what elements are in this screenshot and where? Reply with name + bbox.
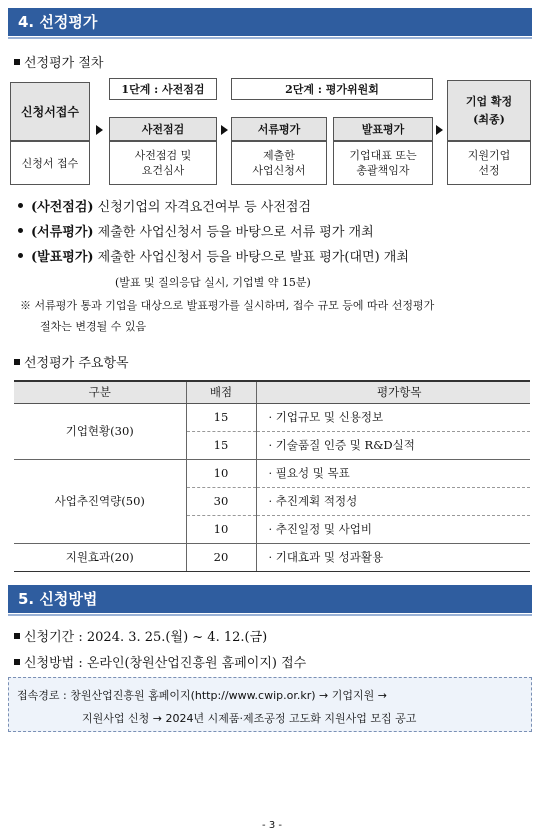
section-4-title: 4. 선정평가 xyxy=(8,8,532,36)
final-desc: 지원기업 선정 xyxy=(447,141,531,185)
bullet-precheck xyxy=(18,196,311,215)
table-row xyxy=(14,543,530,571)
apply-period-text: 신청기간 : 2024. 3. 25.(월) ~ 4. 12.(금) xyxy=(24,630,268,645)
note-line-2: 절차는 변경될 수 있음 xyxy=(40,320,147,333)
header-score: 배점 xyxy=(186,381,256,403)
bullet-key: (발표평가) xyxy=(31,250,94,265)
precheck-desc: 사전점검 및 요건심사 xyxy=(109,141,217,185)
bullet-dot-icon xyxy=(18,228,23,233)
header-category: 구분 xyxy=(14,381,186,403)
apply-period xyxy=(14,626,267,645)
table-header-row xyxy=(14,381,530,403)
bullet-text: 제출한 사업신청서 등을 바탕으로 서류 평가 개최 xyxy=(93,225,374,240)
stage1-label: 1단계 : 사전점검 xyxy=(109,78,217,100)
receipt-title: 신청서접수 xyxy=(10,82,90,141)
page-number: - 3 - xyxy=(262,820,282,831)
section-5-title: 5. 신청방법 xyxy=(8,585,532,613)
item-cell: · 기업규모 및 신용정보 xyxy=(256,403,530,431)
square-bullet-icon xyxy=(14,59,20,65)
item-cell: · 추진계획 적정성 xyxy=(256,487,530,515)
access-route-line-2: 지원사업 신청 → 2024년 시제품·제조공정 고도화 지원사업 모집 공고 xyxy=(82,712,417,725)
receipt-desc: 신청서 접수 xyxy=(10,141,90,185)
arrow-icon xyxy=(221,125,228,135)
group-name: 기업현황(30) xyxy=(14,403,186,459)
score-cell: 10 xyxy=(186,459,256,487)
note-line-1: ※ 서류평가 통과 기업을 대상으로 발표평가를 실시하며, 접수 규모 등에 따라 선정평가 xyxy=(20,299,435,312)
item-cell: · 기술품질 인증 및 R&D실적 xyxy=(256,431,530,459)
score-cell: 30 xyxy=(186,487,256,515)
criteria-heading-text: 선정평가 주요항목 xyxy=(24,356,129,371)
square-bullet-icon xyxy=(14,359,20,365)
criteria-table xyxy=(14,380,530,572)
apply-method-text: 신청방법 : 온라인(창원산업진흥원 홈페이지) 접수 xyxy=(24,656,307,671)
procedure-heading xyxy=(14,52,103,71)
bullet-text: 제출한 사업신청서 등을 바탕으로 발표 평가(대면) 개최 xyxy=(93,250,409,265)
bullet-doc-eval xyxy=(18,221,374,240)
square-bullet-icon xyxy=(14,659,20,665)
arrow-icon xyxy=(96,125,103,135)
square-bullet-icon xyxy=(14,633,20,639)
pres-eval-title: 발표평가 xyxy=(333,117,433,141)
table-row xyxy=(14,459,530,487)
bullet-pres-eval xyxy=(18,246,409,265)
apply-method xyxy=(14,652,306,671)
doc-eval-title: 서류평가 xyxy=(231,117,327,141)
bullet-dot-icon xyxy=(18,203,23,208)
group-name: 지원효과(20) xyxy=(14,543,186,571)
score-cell: 15 xyxy=(186,403,256,431)
criteria-heading xyxy=(14,352,129,371)
group-name: 사업추진역량(50) xyxy=(14,459,186,543)
doc-eval-desc: 제출한 사업신청서 xyxy=(231,141,327,185)
bullet-key: (서류평가) xyxy=(31,225,94,240)
pres-eval-desc: 기업대표 또는 총괄책임자 xyxy=(333,141,433,185)
header-item: 평가항목 xyxy=(256,381,530,403)
item-cell: · 추진일정 및 사업비 xyxy=(256,515,530,543)
arrow-icon xyxy=(436,125,443,135)
bullet-subnote: (발표 및 질의응답 실시, 기업별 약 15분) xyxy=(115,276,311,289)
item-cell: · 기대효과 및 성과활용 xyxy=(256,543,530,571)
bullet-text: 신청기업의 자격요건여부 등 사전점검 xyxy=(93,200,312,215)
score-cell: 10 xyxy=(186,515,256,543)
score-cell: 20 xyxy=(186,543,256,571)
access-route-box xyxy=(8,677,532,732)
item-cell: · 필요성 및 목표 xyxy=(256,459,530,487)
precheck-title: 사전점검 xyxy=(109,117,217,141)
score-cell: 15 xyxy=(186,431,256,459)
access-route-line-1: 접속경로 : 창원산업진흥원 홈페이지(http://www.cwip.or.kr) → 기업지원 → xyxy=(17,689,387,702)
final-title: 기업 확정 (최종) xyxy=(447,80,531,141)
table-row xyxy=(14,403,530,431)
bullet-key: (사전점검) xyxy=(31,200,94,215)
stage2-label: 2단계 : 평가위원회 xyxy=(231,78,433,100)
bullet-dot-icon xyxy=(18,253,23,258)
procedure-heading-text: 선정평가 절차 xyxy=(24,56,104,71)
